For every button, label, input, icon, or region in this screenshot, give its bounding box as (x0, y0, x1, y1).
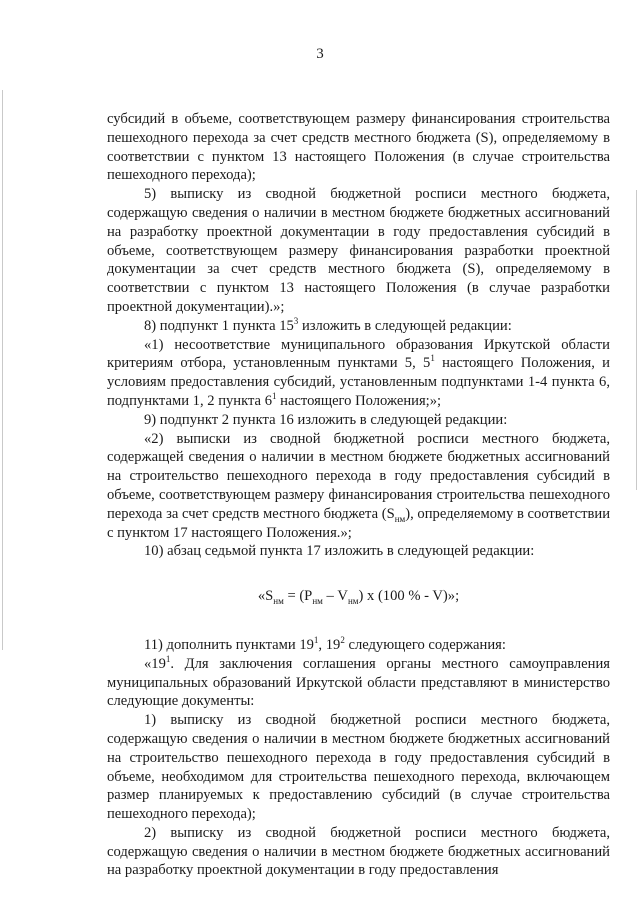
paragraph-amend-11: 11) дополнить пунктами $19^1$, $19^2$ следующего содержания: (144, 635, 506, 653)
formula: «$S_{нм} = (P_{нм} - V_{нм})$ x (100 % - V)»; (257, 588, 460, 607)
paragraph-clause-19-1: «$19^1$. Для заключения соглашения органы местного самоуправления муниципальных образований Иркутской области представляют в министерство следующие документы: (107, 653, 610, 710)
paragraph-document-2: 2) выписку из сводной бюджетной росписи местного бюджета, содержащую сведения о наличии в местном бюджете бюджетных ассигнований на разработку проектной документации в году предоставления (107, 824, 610, 879)
paragraph-item-5: 5) выписку из сводной бюджетной росписи местного бюджета, содержащую сведения о наличии в местном бюджете бюджетных ассигнований на разработку проектной документации в году предоставления субсидий в объеме, соответствующем размеру финансирования разработки проектной документации за счет средств местного бюджета (S), определяемому в соответствии с пунктом 13 настоящего Положения (в случае разработки проектной документации).»; (107, 186, 610, 315)
paragraph-subitem-2: «2) выписки из сводной бюджетной росписи местного бюджета, содержащей сведения о наличии в местном бюджете бюджетных ассигнований на строительство пешеходного перехода в году предоставления субсидий в объеме, соответствующем размеру финансирования строительства пешеходного перехода за счет средств местного бюджета $(S_{нм})$, определяемому в соответствии с пунктом 17 настоящего Положения.»; (107, 430, 611, 541)
paragraph-subitem-1: «1) несоответствие муниципального образования Иркутской области критериям отбора, установленным пунктами 5, $5^1$ настоящего Положения, и условиям предоставления субсидий, установленным подпунктами 1-4 пункта 6, подпунктами 1, 2 пункта $6^1$ настоящего Положения;»; (107, 336, 610, 409)
paragraph-amend-10: 10) абзац седьмой пункта 17 изложить в следующей редакции: (144, 543, 535, 560)
document-body (107, 110, 610, 880)
scan-edge-left (2, 90, 3, 650)
paragraph-1: субсидий в объеме, соответствующем размеру финансирования строительства пешеходного перехода за счет средств местного бюджета (S), определяемому в соответствии с пунктом 13 настоящего Положения (в случае строительства пешеходного перехода); (107, 111, 610, 184)
page-number: 3 (316, 46, 324, 62)
paragraph-document-1: 1) выписку из сводной бюджетной росписи местного бюджета, содержащую сведения о наличии в местном бюджете бюджетных ассигнований на строительство пешеходного перехода в году предоставления субсидий в объеме, необходимом для строительства пешеходного перехода, включающем размер планируемых к предоставлению субсидий (в случае строительства пешеходного перехода); (107, 712, 610, 823)
paragraph-amend-9: 9) подпункт 2 пункта 16 изложить в следующей редакции: (144, 411, 508, 428)
paragraph-amend-8: 8) подпункт 1 пункта $15^3$ изложить в следующей редакции: (144, 315, 512, 334)
scan-edge-right (636, 190, 637, 490)
